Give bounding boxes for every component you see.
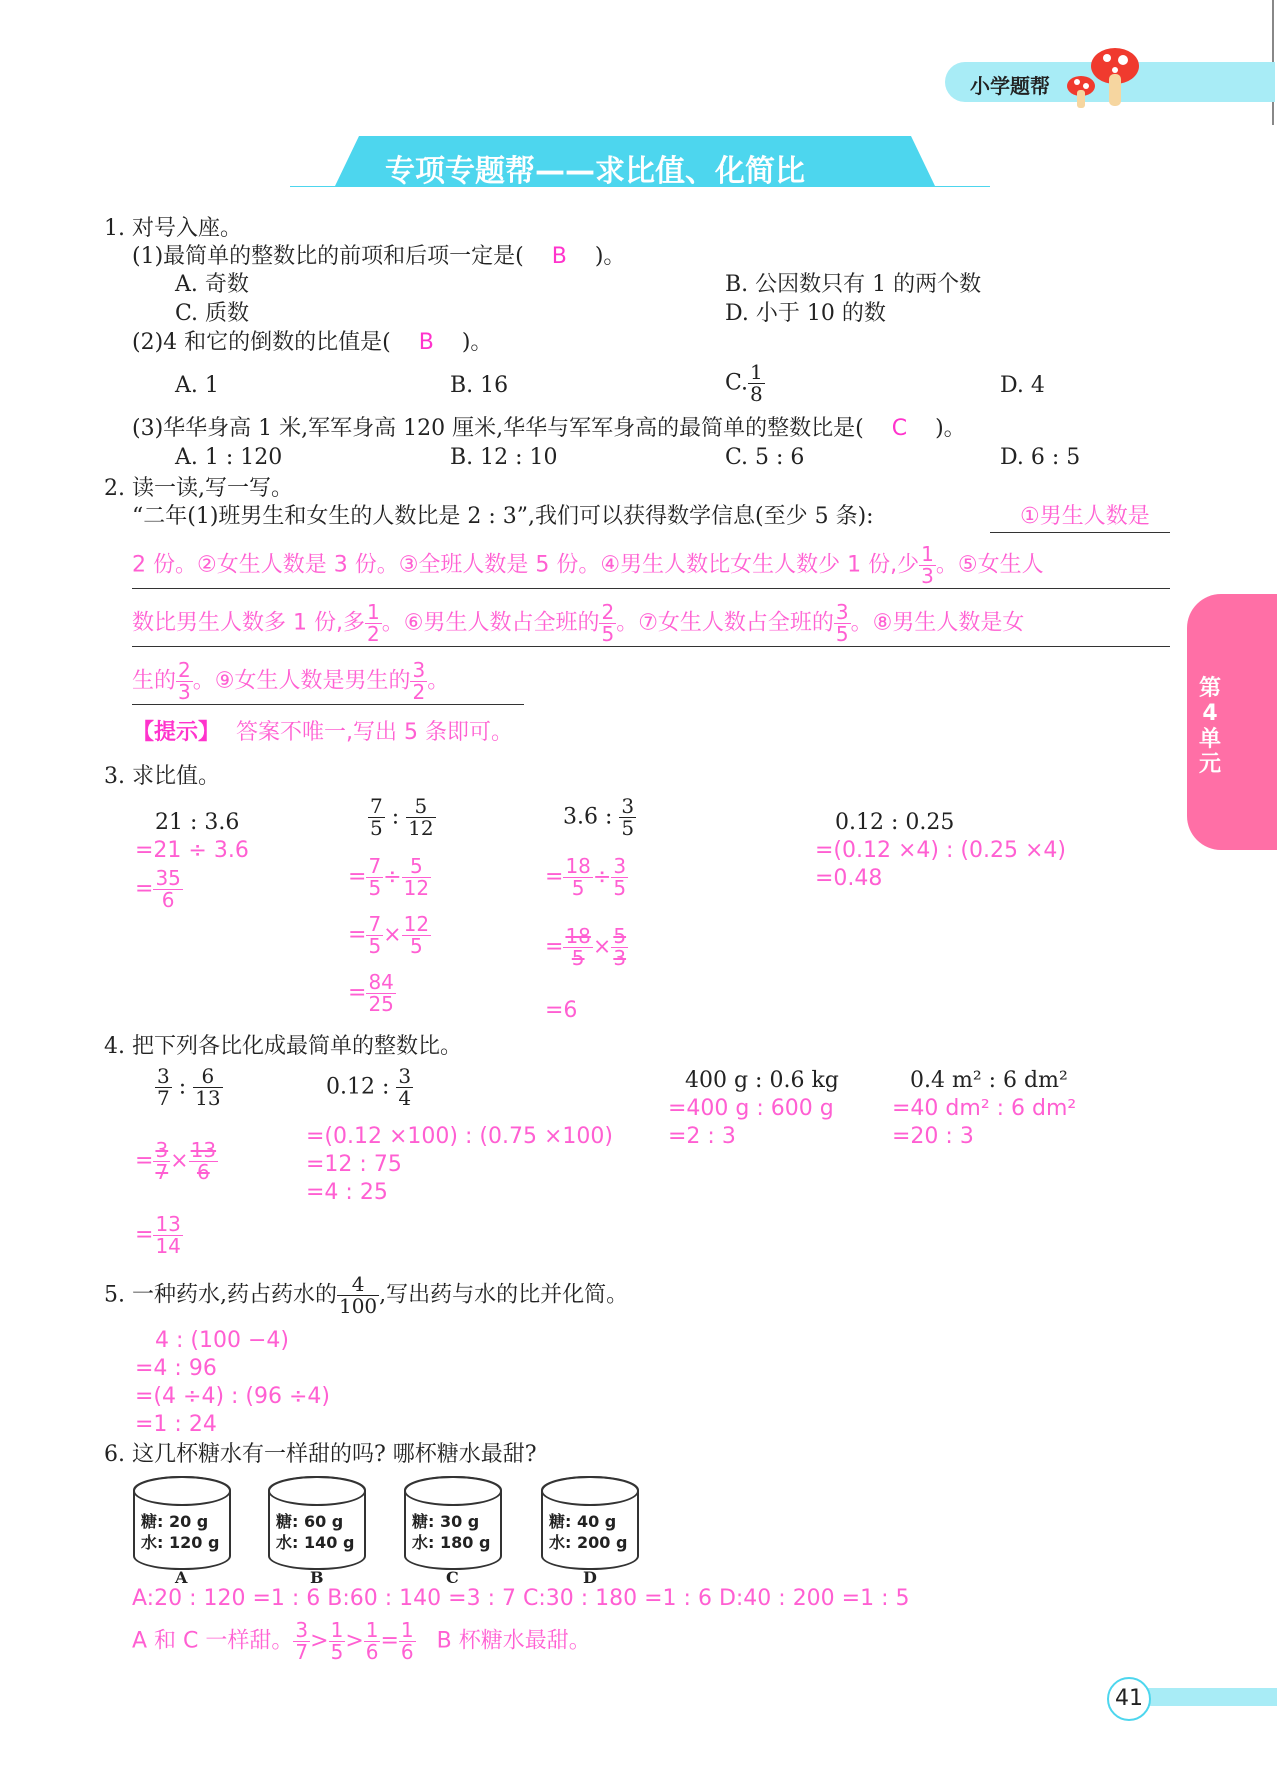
- frac-6-13: [193, 1066, 222, 1109]
- frac-den: 8: [750, 382, 763, 406]
- cup-d-label: D: [583, 1568, 597, 1587]
- frac-3-7: [155, 1066, 172, 1109]
- frac-7-5: [368, 796, 385, 839]
- q1-p1-stem: [132, 246, 625, 268]
- frac-den: 6: [400, 1640, 414, 1664]
- frac: [563, 856, 592, 899]
- q4-e4-step1: =40 dm² : 6 dm²: [892, 1096, 1077, 1121]
- cup-rim: [541, 1476, 639, 1506]
- q3-e1-result: [153, 868, 182, 911]
- q1-p2-opt-d: D. 4: [1000, 373, 1045, 398]
- frac-num: 3: [613, 854, 627, 878]
- frac-num: 7: [368, 912, 382, 936]
- q2-rule-4: [132, 704, 524, 705]
- frac-den: 5: [330, 1640, 344, 1664]
- side-tab-label: 第4单元: [1198, 676, 1221, 777]
- frac-den: 5: [621, 816, 635, 840]
- frac: [364, 1620, 381, 1663]
- q2-rule-1: [990, 532, 1170, 533]
- q2-a4-frac1: [176, 660, 193, 703]
- frac-num: 7: [368, 854, 382, 878]
- q3-e2-step1: = $\frac{7}{5}$ ÷ $\frac{5}{12}$: [348, 854, 430, 900]
- cup-a-sugar: 糖: 20 g: [141, 1512, 209, 1531]
- frac-3-5: [619, 796, 636, 839]
- q1-p2-answer: B: [418, 330, 434, 355]
- q3-e4-step2: =0.48: [815, 866, 883, 891]
- q2-rule-3: [132, 646, 1170, 647]
- q4-e4-step2: =20 : 3: [892, 1124, 974, 1149]
- cup-d-water: 水: 200 g: [549, 1532, 628, 1552]
- frac: [366, 856, 383, 899]
- q4-e4-given: 0.4 m² : 6 dm²: [910, 1068, 1068, 1093]
- q3-e4-step1: =(0.12 ×4) : (0.25 ×4): [815, 838, 1066, 863]
- q2-a3d: 。⑧男生人数是女: [850, 610, 1025, 636]
- mushroom-icon: [1065, 44, 1145, 114]
- q4-e2-step1: =(0.12 ×100) : (0.75 ×100): [306, 1124, 613, 1149]
- q2-a4-frac2: [410, 660, 427, 703]
- q2-a3b: 。⑥男生人数占全班的: [381, 610, 600, 636]
- q1-p1-opt-c: C. 质数: [175, 301, 250, 326]
- frac-num: 1: [921, 542, 934, 566]
- cup-a-water: 水: 120 g: [141, 1532, 220, 1552]
- frac-num: 5: [402, 856, 431, 878]
- cup-b-label: B: [310, 1568, 324, 1587]
- q3-e1-step2: = $\frac{35}{6}$: [135, 866, 181, 912]
- frac: [399, 1620, 416, 1663]
- frac-den: 14: [155, 1234, 181, 1258]
- frac-den: 3: [921, 564, 934, 588]
- frac-num: 13: [155, 1212, 181, 1236]
- frac-num: 2: [178, 658, 191, 682]
- cup-a-label: A: [175, 1568, 188, 1587]
- frac-den: 6: [365, 1640, 379, 1664]
- q4-e1-step2: = $\frac{13}{14}$: [135, 1212, 181, 1258]
- q2-a3-frac1: [365, 602, 382, 645]
- q1-p2-opt-a: A. 1: [175, 373, 219, 398]
- cup-rim: [404, 1476, 502, 1506]
- q1-p3-stem: [132, 418, 966, 440]
- q1-p1-close: )。: [594, 244, 626, 269]
- cup-c-sugar: 糖: 30 g: [412, 1512, 480, 1531]
- page-number: 41: [1107, 1677, 1151, 1721]
- q4-e3-step1: =400 g : 600 g: [668, 1096, 834, 1121]
- frac-num: 1: [365, 1618, 379, 1642]
- q5-stem-a: 5. 一种药水,药占药水的: [104, 1282, 337, 1308]
- q1-p1-answer: B: [551, 244, 567, 269]
- header-tag: 小学题帮: [970, 74, 1050, 98]
- frac-num: 3: [621, 794, 635, 818]
- q5-stem: [104, 1274, 628, 1317]
- q5-stem-b: ,写出药与水的比并化简。: [379, 1282, 629, 1308]
- page-title: 专项专题帮——求比值、化简比: [385, 154, 805, 189]
- q2-a3a: 数比男生人数多 1 份,多: [132, 610, 365, 636]
- cup-b-sugar: 糖: 60 g: [276, 1512, 344, 1531]
- q2-hint-label: 【提示】: [132, 720, 221, 745]
- q5-step3: =(4 ÷4) : (96 ÷4): [135, 1384, 331, 1409]
- q5-fraction: [337, 1274, 379, 1317]
- frac-den: 5: [368, 876, 382, 900]
- frac-num: 5: [613, 924, 627, 948]
- q1-p1-text: (1)最简单的整数比的前项和后项一定是(: [132, 244, 524, 269]
- frac-num: 1: [366, 600, 380, 624]
- q3-e2-step3: = $\frac{84}{25}$: [348, 970, 394, 1016]
- cup-a-text: [141, 1512, 219, 1554]
- q1-p2-stem: [132, 332, 492, 354]
- frac-den: 13: [195, 1086, 221, 1110]
- q3-e3-given-text: 3.6 :: [563, 804, 613, 830]
- frac-num: 3: [398, 1064, 412, 1088]
- q2-a4b: 。⑨女生人数是男生的: [192, 668, 411, 694]
- frac-3-4: [396, 1066, 413, 1109]
- q6-ans2b: B 杯糖水最甜。: [436, 1628, 591, 1654]
- q1-p2-text: (2)4 和它的倒数的比值是(: [132, 330, 391, 355]
- frac: [329, 1620, 346, 1663]
- q1-p3-answer: C: [891, 416, 908, 441]
- frac-den: 5: [571, 946, 585, 970]
- q5-step4: =1 : 24: [135, 1412, 217, 1437]
- q4-e2-given: [326, 1066, 413, 1109]
- q4-e2-step3: =4 : 25: [306, 1180, 388, 1205]
- frac-den: 5: [368, 934, 382, 958]
- frac-num: 4: [337, 1274, 379, 1296]
- q2-a3-frac3: [834, 602, 851, 645]
- page-number-bar: [1130, 1688, 1277, 1706]
- frac-den: 100: [338, 1294, 378, 1318]
- q1-p3-text: (3)华华身高 1 米,军军身高 120 厘米,华华与军军身高的最简单的整数比是(: [132, 416, 864, 441]
- frac-num: 13: [190, 1138, 217, 1162]
- q5-step2: =4 : 96: [135, 1356, 217, 1381]
- frac-den: 7: [157, 1086, 170, 1110]
- frac-den: 7: [295, 1640, 309, 1664]
- q1-p3-opt-d: D. 6 : 5: [1000, 445, 1081, 470]
- q3-e2-given: $\frac{7}{5}$ : $\frac{5}{12}$: [370, 794, 434, 840]
- q6-answer-line1: A:20 : 120 =1 : 6 B:60 : 140 =3 : 7 C:30 : 180 =1 : 6 D:40 : 200 =1 : 5: [132, 1586, 910, 1611]
- q3-e3-given: [563, 796, 636, 839]
- cup-c-label: C: [446, 1568, 459, 1587]
- frac-den: 6: [161, 888, 175, 912]
- q1-p1-opt-b: B. 公因数只有 1 的两个数: [725, 272, 982, 297]
- q2-rule-2: [132, 588, 1170, 589]
- frac: [563, 926, 592, 969]
- q5-step1: 4 : (100 −4): [155, 1328, 289, 1353]
- frac-den: 5: [835, 622, 849, 646]
- q2-hint: 答案不唯一,写出 5 条即可。: [236, 720, 513, 745]
- cup-b-water: 水: 140 g: [276, 1532, 355, 1552]
- q2-a2a: 2 份。②女生人数是 3 份。③全班人数是 5 份。④男生人数比女生人数少 1 份,少: [132, 552, 920, 578]
- frac-num: 3: [412, 658, 426, 682]
- frac-num: 35: [155, 866, 181, 890]
- q4-e3-given: 400 g : 0.6 kg: [685, 1068, 839, 1093]
- frac: [402, 856, 431, 899]
- frac-den: 5: [409, 934, 423, 958]
- frac-den: 25: [368, 992, 394, 1016]
- frac-den: 5: [601, 622, 615, 646]
- frac-den: 6: [196, 1160, 210, 1184]
- frac-den: 12: [408, 816, 434, 840]
- frac: [611, 926, 628, 969]
- q3-e2-result: [366, 972, 395, 1015]
- frac-den: 4: [398, 1086, 412, 1110]
- frac-num: 2: [601, 600, 615, 624]
- q1-p1-opt-d: D. 小于 10 的数: [725, 301, 886, 326]
- q2-a3c: 。⑦女生人数占全班的: [616, 610, 834, 636]
- frac-den: 5: [613, 876, 627, 900]
- q2-prompt: “二年(1)班男生和女生的人数比是 2 : 3”,我们可以获得数学信息(至少 5 条):: [132, 504, 874, 529]
- frac-num: 1: [330, 1618, 344, 1642]
- q1-p3-opt-c: C. 5 : 6: [725, 445, 805, 470]
- q1-p2-close: )。: [461, 330, 493, 355]
- q2-answer-line3: [132, 602, 1024, 645]
- q4-e3-step2: =2 : 3: [668, 1124, 736, 1149]
- q4-e2-given-text: 0.12 :: [326, 1074, 390, 1100]
- q1-p2-opt-c: [725, 362, 765, 405]
- q2-stem: 2. 读一读,写一写。: [104, 476, 293, 501]
- q2-a4a: 生的: [132, 668, 177, 694]
- q2-a2-frac: [919, 544, 936, 587]
- q3-e3-step1: = $\frac{18}{5}$ ÷ $\frac{3}{5}$: [545, 854, 627, 900]
- q4-e2-step2: =12 : 75: [306, 1152, 402, 1177]
- q2-answer-line2: [132, 544, 1044, 587]
- frac-num: 3: [157, 1064, 170, 1088]
- frac-num: 12: [403, 912, 430, 936]
- frac-num: 18: [565, 854, 591, 878]
- frac-num: 84: [368, 970, 394, 994]
- frac-num: 7: [370, 794, 383, 818]
- cup-c-text: [412, 1512, 490, 1554]
- q2-answer-line4: [132, 660, 449, 703]
- frac: [293, 1620, 310, 1663]
- q4-e1-step1: = $\frac{3}{7}$ × $\frac{13}{6}$: [135, 1138, 217, 1184]
- cup-c-water: 水: 180 g: [412, 1532, 491, 1552]
- frac: [189, 1140, 218, 1183]
- frac-num: 1: [750, 360, 763, 384]
- q3-e3-result: =6: [545, 998, 578, 1023]
- q3-stem: 3. 求比值。: [104, 764, 220, 789]
- q3-e2-step2: = $\frac{7}{5}$ × $\frac{12}{5}$: [348, 912, 430, 958]
- frac-num: 18: [565, 924, 591, 948]
- frac: [366, 914, 383, 957]
- q6-ans2a: A 和 C 一样甜。: [132, 1628, 294, 1654]
- frac: [611, 856, 628, 899]
- frac-den: 7: [155, 1160, 169, 1184]
- q3-e3-step2: = $\frac{18}{5}$ × $\frac{5}{3}$: [545, 924, 627, 970]
- q4-stem: 4. 把下列各比化成最简单的整数比。: [104, 1034, 462, 1059]
- q6-answer-line2: A 和 C 一样甜。 $\frac{3}{7}$ > $\frac{1}{5}$ > $\frac{1}{6}$ = $\frac{1}{6}$ B 杯糖水最甜。: [132, 1618, 591, 1664]
- q1-p3-opt-b: B. 12 : 10: [450, 445, 558, 470]
- q1-p2-opt-b: B. 16: [450, 373, 509, 398]
- cup-d-text: [549, 1512, 627, 1554]
- frac: [402, 914, 431, 957]
- q2-a3-frac2: [599, 602, 616, 645]
- q3-e1-step1: =21 ÷ 3.6: [135, 838, 249, 863]
- frac-num: 3: [295, 1618, 309, 1642]
- q4-e1-given: $\frac{3}{7}$ : $\frac{6}{13}$: [157, 1064, 221, 1110]
- q1-p3-close: )。: [935, 416, 966, 441]
- frac: [153, 1214, 182, 1257]
- q1-p2-opt-c-label: C.: [725, 370, 749, 396]
- q1-p2-opt-c-fraction: [748, 362, 765, 405]
- frac-num: 5: [406, 796, 435, 818]
- cup-rim: [133, 1476, 231, 1506]
- frac-num: 1: [400, 1618, 414, 1642]
- frac-den: 5: [571, 876, 585, 900]
- frac-5-12: [406, 796, 435, 839]
- cup-d-sugar: 糖: 40 g: [549, 1512, 617, 1531]
- q1-p1-opt-a: A. 奇数: [175, 272, 249, 297]
- q1-p3-opt-a: A. 1 : 120: [175, 445, 283, 470]
- frac-den: 12: [403, 876, 430, 900]
- frac-num: 3: [835, 600, 849, 624]
- frac-num: 3: [155, 1138, 169, 1162]
- frac-den: 2: [366, 622, 380, 646]
- q1-stem: 1. 对号入座。: [104, 216, 242, 241]
- frac-den: 2: [412, 680, 426, 704]
- frac-num: 6: [193, 1066, 222, 1088]
- frac-den: 3: [613, 946, 627, 970]
- q2-answer-line1: ①男生人数是: [1020, 504, 1150, 529]
- frac: [153, 1140, 170, 1183]
- q6-stem: 6. 这几杯糖水有一样甜的吗? 哪杯糖水最甜?: [104, 1442, 537, 1467]
- cup-b-text: [276, 1512, 354, 1554]
- q2-a4c: 。: [427, 668, 450, 694]
- frac-den: 3: [178, 680, 191, 704]
- cup-rim: [268, 1476, 366, 1506]
- q2-a2b: 。⑤女生人: [935, 552, 1044, 578]
- frac-den: 5: [370, 816, 383, 840]
- q3-e1-given: 21 : 3.6: [155, 810, 240, 835]
- q3-e4-given: 0.12 : 0.25: [835, 810, 955, 835]
